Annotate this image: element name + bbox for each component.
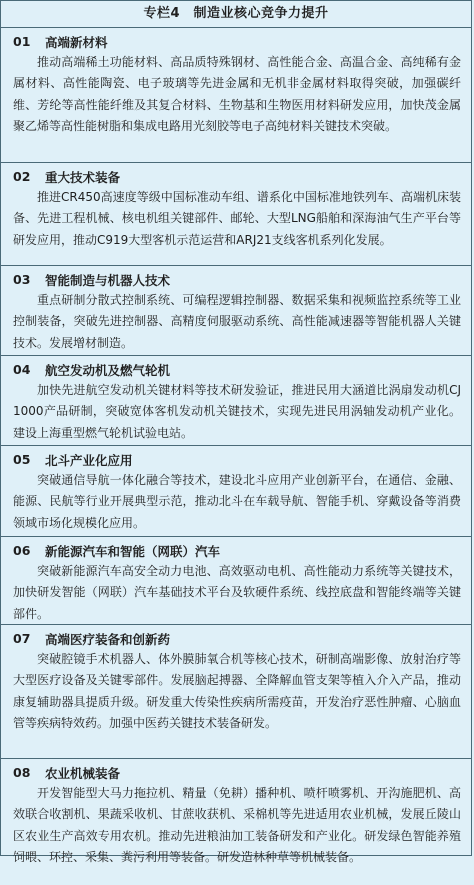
section-number: 04 (13, 362, 31, 377)
box-title: 专栏4 制造业核心竞争力提升 (1, 1, 471, 28)
section-text: 加快先进航空发动机关键材料等技术研发验证，推进民用大涵道比涡扇发动机CJ1000产品研制，突破宽体客机发动机关键技术，实现先进民用涡轴发动机产业化。建设上海重型燃气轮机试验电站。 (13, 383, 461, 440)
section-heading (13, 449, 461, 470)
section-heading (13, 762, 461, 783)
section-title: 航空发动机及燃气轮机 (45, 362, 171, 378)
section-title: 新能源汽车和智能（网联）汽车 (45, 543, 221, 559)
section-04 (1, 356, 471, 446)
section-text: 开发智能型大马力拖拉机、精量（免耕）播种机、喷杆喷雾机、开沟施肥机、高效联合收割机、果蔬采收机、甘蔗收获机、采棉机等先进适用农业机械，发展丘陵山区农业生产高效专用农机。推动先进粮油加工装备研发和产业化。研发绿色智能养殖饲喂、环控、采集、粪污利用等装备。研发造林种草等机械装备。 (13, 786, 461, 864)
section-heading (13, 31, 461, 52)
section-02 (1, 163, 471, 266)
section-number: 07 (13, 631, 31, 646)
section-title: 农业机械装备 (45, 765, 121, 781)
section-heading (13, 628, 461, 649)
section-heading (13, 269, 461, 290)
section-title: 高端新材料 (45, 34, 108, 50)
section-01 (1, 28, 471, 163)
section-text: 重点研制分散式控制系统、可编程逻辑控制器、数据采集和视频监控系统等工业控制装备，突破先进控制器、高精度伺服驱动系统、高性能减速器等智能机器人关键技术。发展增材制造。 (13, 293, 461, 350)
section-06 (1, 537, 471, 625)
section-05 (1, 446, 471, 537)
section-number: 03 (13, 272, 31, 287)
section-text: 推动高端稀土功能材料、高品质特殊钢材、高性能合金、高温合金、高纯稀有金属材料、高性能陶瓷、电子玻璃等先进金属和无机非金属材料取得突破，加强碳纤维、芳纶等高性能纤维及其复合材料、生物基和生物医用材料研发应用，加快茂金属聚乙烯等高性能树脂和集成电路用光刻胶等电子高纯材料关键技术突破。 (13, 55, 461, 133)
section-07 (1, 625, 471, 759)
section-title: 重大技术装备 (45, 169, 121, 185)
section-heading (13, 359, 461, 380)
section-text: 突破腔镜手术机器人、体外膜肺氧合机等核心技术，研制高端影像、放射治疗等大型医疗设备及关键零部件。发展脑起搏器、全降解血管支架等植入介入产品，推动康复辅助器具提质升级。研发重大传染性疾病所需疫苗，开发治疗恶性肿瘤、心脑血管等疾病特效药。加强中医药关键技术装备研发。 (13, 652, 461, 730)
section-08 (1, 759, 471, 885)
section-heading (13, 540, 461, 561)
section-number: 06 (13, 543, 31, 558)
section-title: 智能制造与机器人技术 (45, 272, 171, 288)
section-title: 高端医疗装备和创新药 (45, 631, 171, 647)
section-title: 北斗产业化应用 (45, 452, 133, 468)
section-text: 突破新能源汽车高安全动力电池、高效驱动电机、高性能动力系统等关键技术，加快研发智能（网联）汽车基础技术平台及软硬件系统、线控底盘和智能终端等关键部件。 (13, 564, 461, 621)
section-number: 05 (13, 452, 31, 467)
section-number: 02 (13, 169, 31, 184)
section-03 (1, 266, 471, 356)
section-number: 08 (13, 765, 31, 780)
section-heading (13, 166, 461, 187)
section-number: 01 (13, 34, 31, 49)
section-text: 推进CR450高速度等级中国标准动车组、谱系化中国标准地铁列车、高端机床装备、先进工程机械、核电机组关键部件、邮轮、大型LNG船舶和深海油气生产平台等研发应用，推动C919大型客机示范运营和ARJ21支线客机系列化发展。 (13, 190, 461, 247)
section-text: 突破通信导航一体化融合等技术，建设北斗应用产业创新平台，在通信、金融、能源、民航等行业开展典型示范，推动北斗在车载导航、智能手机、穿戴设备等消费领域市场化规模化应用。 (13, 473, 461, 530)
